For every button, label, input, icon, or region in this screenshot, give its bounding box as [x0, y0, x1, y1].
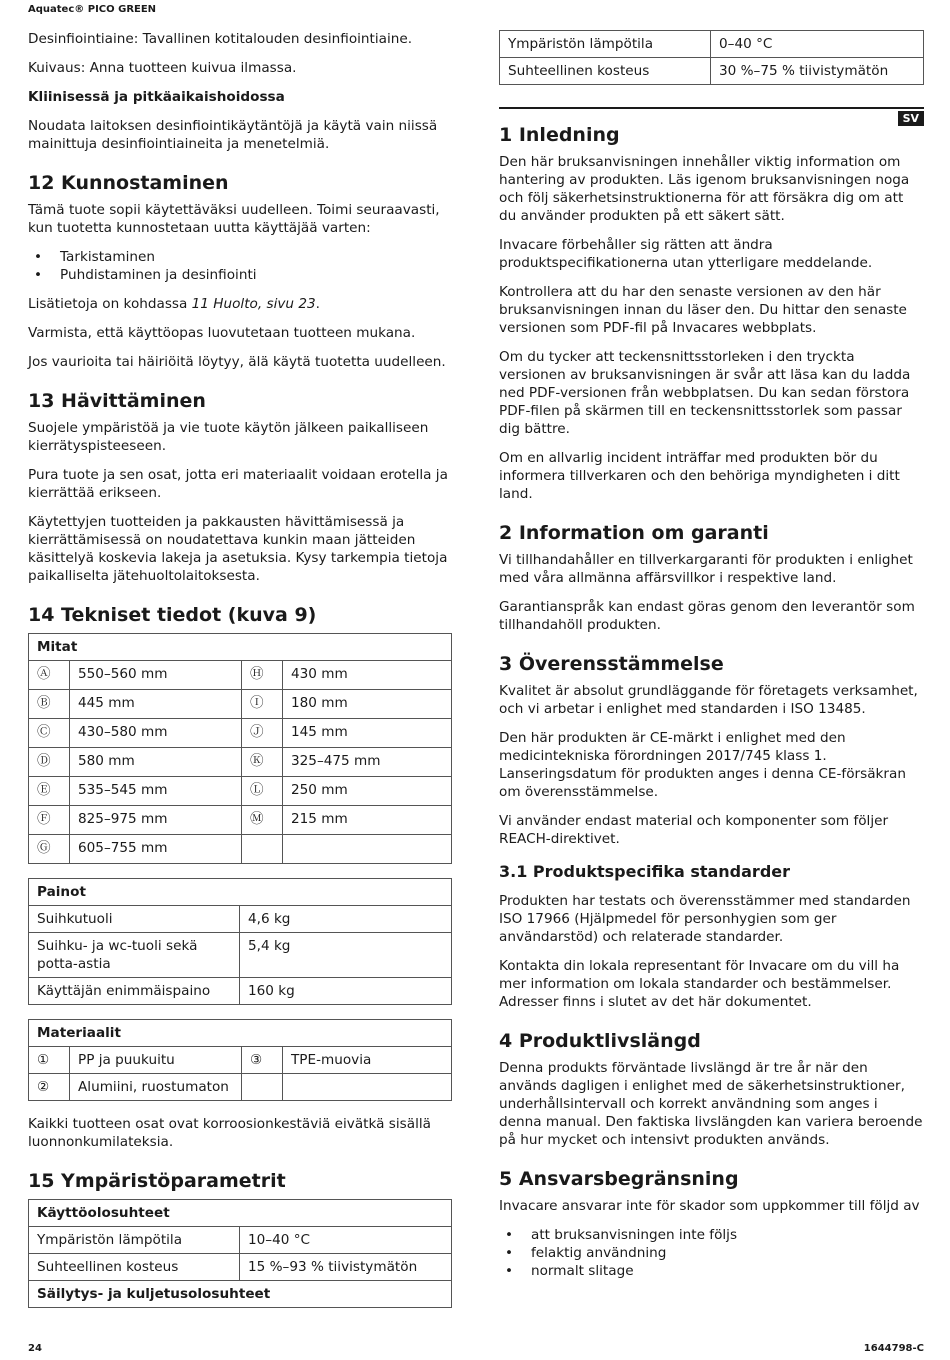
language-tab: SV: [898, 111, 924, 126]
section-heading-4: 4 Produktlivslängd: [499, 1030, 701, 1052]
paragraph: Jos vaurioita tai häiriöitä löytyy, älä käytä tuotetta uudelleen.: [28, 354, 446, 370]
left-column: [28, 30, 452, 1322]
list-item: • normalt slitage: [505, 1263, 634, 1279]
document-header: Aquatec® PICO GREEN: [28, 4, 157, 15]
paragraph: Om du tycker att teckensnittsstorleken i den tryckta versionen av bruksanvisningen är svår att läsa kan du ladda ned PDF-versionen från webbplatsen. Du kan sedan förstora PDF-filen på skärmen till en teckensnittsstorlek som passar dig bättre.: [499, 349, 911, 437]
list-item: • Puhdistaminen ja desinfiointi: [34, 267, 257, 283]
table-row: ① PP ja puukuitu ③ TPE-muovia: [29, 1047, 452, 1074]
table-title: Painot: [29, 879, 452, 906]
bullet-list: [28, 248, 452, 284]
table-row: Ⓕ 825–975 mm Ⓜ 215 mm: [29, 806, 452, 835]
section-heading-2: 2 Information om garanti: [499, 522, 769, 544]
paragraph: Om en allvarlig incident inträffar med produkten bör du informera tillverkaren och den behöriga myndigheten i ditt land.: [499, 450, 900, 502]
weights-table: [28, 878, 452, 1005]
paragraph: Pura tuote ja sen osat, jotta eri materiaalit voidaan erotella ja kierrättää erikseen.: [28, 467, 448, 501]
table-title: Mitat: [29, 634, 452, 661]
table-row: Suhteellinen kosteus 30 %–75 % tiivistymätön: [500, 58, 924, 85]
materials-table: [28, 1019, 452, 1101]
language-divider: [499, 107, 924, 125]
bullet-list: [499, 1226, 924, 1280]
table-row: Ⓑ 445 mm Ⓘ 180 mm: [29, 690, 452, 719]
paragraph: Vi använder endast material och komponenter som följer REACH-direktivet.: [499, 813, 889, 847]
section-heading-14: 14 Tekniset tiedot (kuva 9): [28, 604, 317, 626]
paragraph: Varmista, että käyttöopas luovutetaan tuotteen mukana.: [28, 325, 416, 341]
section-heading-15: 15 Ympäristöparametrit: [28, 1170, 286, 1192]
paragraph: Kontakta din lokala representant för Invacare om du vill ha mer information om lokala standarder och bestämmelser. Adresser finns i slutet av det här dokumentet.: [499, 958, 900, 1010]
paragraph: Vi tillhandahåller en tillverkargaranti för produkten i enlighet med våra allmänna affärsvillkor i respektive land.: [499, 552, 913, 586]
section-heading-3: 3 Överensstämmelse: [499, 653, 724, 675]
table-row: Ympäristön lämpötila 10–40 °C: [29, 1227, 452, 1254]
section-heading-5: 5 Ansvarsbegränsning: [499, 1168, 739, 1190]
table-row: Suihku- ja wc-tuoli sekä potta-astia 5,4 kg: [29, 933, 452, 978]
environment-table: [28, 1199, 452, 1308]
paragraph: Tämä tuote sopii käytettäväksi uudelleen. Toimi seuraavasti, kun tuotetta kunnostetaan uutta käyttäjää varten:: [28, 202, 440, 236]
table-row: Ⓐ 550–560 mm Ⓗ 430 mm: [29, 661, 452, 690]
paragraph: Kaikki tuotteen osat ovat korroosionkestäviä eivätkä sisällä luonnonkumilateksia.: [28, 1116, 431, 1150]
paragraph: Den här produkten är CE-märkt i enlighet med den medicintekniska förordningen 2017/745 klass 1. Lanseringsdatum för produkten anges i denna CE-försäkran om överensstämmelse.: [499, 730, 906, 800]
table-row: Suihkutuoli 4,6 kg: [29, 906, 452, 933]
cross-reference-link[interactable]: 11 Huolto, sivu 23: [191, 296, 316, 312]
paragraph: Desinfiointiaine: Tavallinen kotitalouden desinfiointiaine.: [28, 31, 413, 47]
subheading: Kliinisessä ja pitkäaikaishoidossa: [28, 89, 285, 105]
right-column: [499, 30, 924, 1291]
table-row: Ⓒ 430–580 mm Ⓙ 145 mm: [29, 719, 452, 748]
table-title: Materiaalit: [29, 1020, 452, 1047]
paragraph: Invacare ansvarar inte för skador som uppkommer till följd av: [499, 1198, 920, 1214]
table-row: Ⓔ 535–545 mm Ⓛ 250 mm: [29, 777, 452, 806]
list-item: • att bruksanvisningen inte följs: [505, 1227, 738, 1243]
table-row: Ⓓ 580 mm Ⓚ 325–475 mm: [29, 748, 452, 777]
paragraph: Invacare förbehåller sig rätten att ändra produktspecifikationerna utan ytterligare meddelande.: [499, 237, 873, 271]
paragraph: Den här bruksanvisningen innehåller viktig information om hantering av produkten. Läs igenom bruksanvisningen noga och följ säkerhetsinstruktionerna för att försäkra dig om att du använder produkten på ett säkert sätt.: [499, 154, 910, 224]
table-row: ② Alumiini, ruostumaton: [29, 1074, 452, 1101]
paragraph: Kuivaus: Anna tuotteen kuivua ilmassa.: [28, 60, 297, 76]
paragraph: Käytettyjen tuotteiden ja pakkausten hävittämisessä ja kierrättämisessä on noudatettava kunkin maan jätteiden käsittelyä koskevia lakeja ja asetuksia. Kysy tarkempia tietoja paikalliselta jätehuoltolaitoksesta.: [28, 514, 448, 584]
paragraph: Produkten har testats och överensstämmer med standarden ISO 17966 (Hjälpmedel för personhygien som ger användarstöd) och relaterade standarder.: [499, 893, 911, 945]
section-heading-13: 13 Hävittäminen: [28, 390, 206, 412]
list-item: • Tarkistaminen: [34, 249, 155, 265]
paragraph: Noudata laitoksen desinfiointikäytäntöjä ja käytä vain niissä mainittuja desinfiointiaineita ja menetelmiä.: [28, 118, 438, 152]
environment-table-continued: [499, 30, 924, 85]
paragraph: Kvalitet är absolut grundläggande för företagets verksamhet, och vi arbetar i enlighet med standarden i ISO 13485.: [499, 683, 918, 717]
document-number: 1644798-C: [863, 1343, 924, 1354]
table-row: Käyttäjän enimmäispaino 160 kg: [29, 978, 452, 1005]
table-row: Suhteellinen kosteus 15 %–93 % tiivistymätön: [29, 1254, 452, 1281]
subsection-heading-3-1: 3.1 Produktspecifika standarder: [499, 862, 791, 881]
list-item: • felaktig användning: [505, 1245, 667, 1261]
table-title: Käyttöolosuhteet: [29, 1200, 452, 1227]
table-subtitle: Säilytys- ja kuljetusolosuhteet: [29, 1281, 452, 1308]
page-number: 24: [28, 1343, 42, 1354]
paragraph: Garantianspråk kan endast göras genom den leverantör som tillhandahöll produkten.: [499, 599, 915, 633]
paragraph: Suojele ympäristöä ja vie tuote käytön jälkeen paikalliseen kierrätyspisteeseen.: [28, 420, 429, 454]
section-heading-12: 12 Kunnostaminen: [28, 172, 229, 194]
table-row: Ympäristön lämpötila 0–40 °C: [500, 31, 924, 58]
dimensions-table: [28, 633, 452, 864]
section-heading-1: 1 Inledning: [499, 124, 620, 146]
paragraph: Lisätietoja on kohdassa 11 Huolto, sivu 23.: [28, 296, 320, 312]
paragraph: Denna produkts förväntade livslängd är tre år när den används dagligen i enlighet med de säkerhetsinstruktioner, underhållsintervall och korrekt användning som anges i denna manual. Den faktiska livslängden kan variera beroende på hur mycket och intensivt produkten används.: [499, 1060, 923, 1148]
table-row: Ⓖ 605–755 mm: [29, 835, 452, 864]
paragraph: Kontrollera att du har den senaste versionen av den här bruksanvisningen innan du läser den. Du hittar den senaste versionen som PDF-fil på Invacares webbplats.: [499, 284, 907, 336]
